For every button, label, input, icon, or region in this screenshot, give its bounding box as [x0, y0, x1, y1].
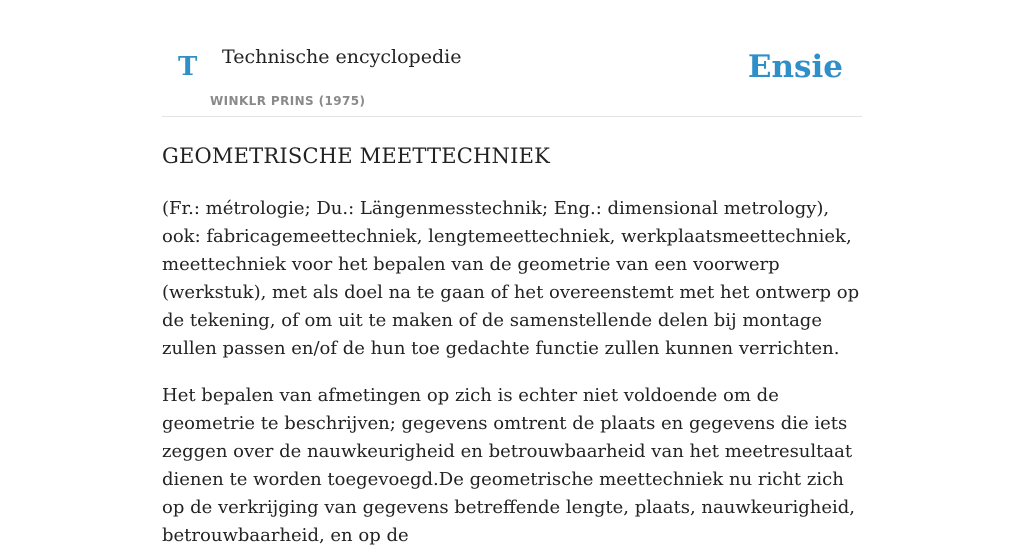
book-title[interactable]: Technische encyclopedie — [222, 46, 462, 68]
page — [162, 0, 862, 550]
book-logo-icon[interactable]: T — [178, 52, 198, 82]
book-subtitle: WINKLR PRINS (1975) — [210, 94, 366, 108]
header — [162, 0, 862, 117]
brand-logo[interactable]: Ensie — [747, 49, 843, 85]
article-title: GEOMETRISCHE MEETTECHNIEK — [162, 144, 551, 168]
article-paragraph: (Fr.: métrologie; Du.: Längenmesstechnik; Eng.: dimensional metrology), ook: fabricagemeettechniek, lengtemeettechniek, werkplaatsmeettechniek, meettechniek voor het bepalen van de geometrie van een voorwerp (werkstuk), met als doel na te gaan of het overeenstemt met het ontwerp op de tekening, of om uit te maken of de samenstellende delen bij montage zullen passen en/of de hun toe gedachte functie zullen kunnen verrichten. — [162, 198, 860, 360]
article-paragraph: Het bepalen van afmetingen op zich is echter niet voldoende om de geometrie te beschrijven; gegevens omtrent de plaats en gegevens die iets zeggen over de nauwkeurigheid en betrouwbaarheid van het meetresultaat dienen te worden toegevoegd.De geometrische meettechniek nu richt zich op de verkrijging van gegevens betreffende lengte, plaats, nauwkeurigheid, betrouwbaarheid, en op de — [162, 385, 856, 547]
